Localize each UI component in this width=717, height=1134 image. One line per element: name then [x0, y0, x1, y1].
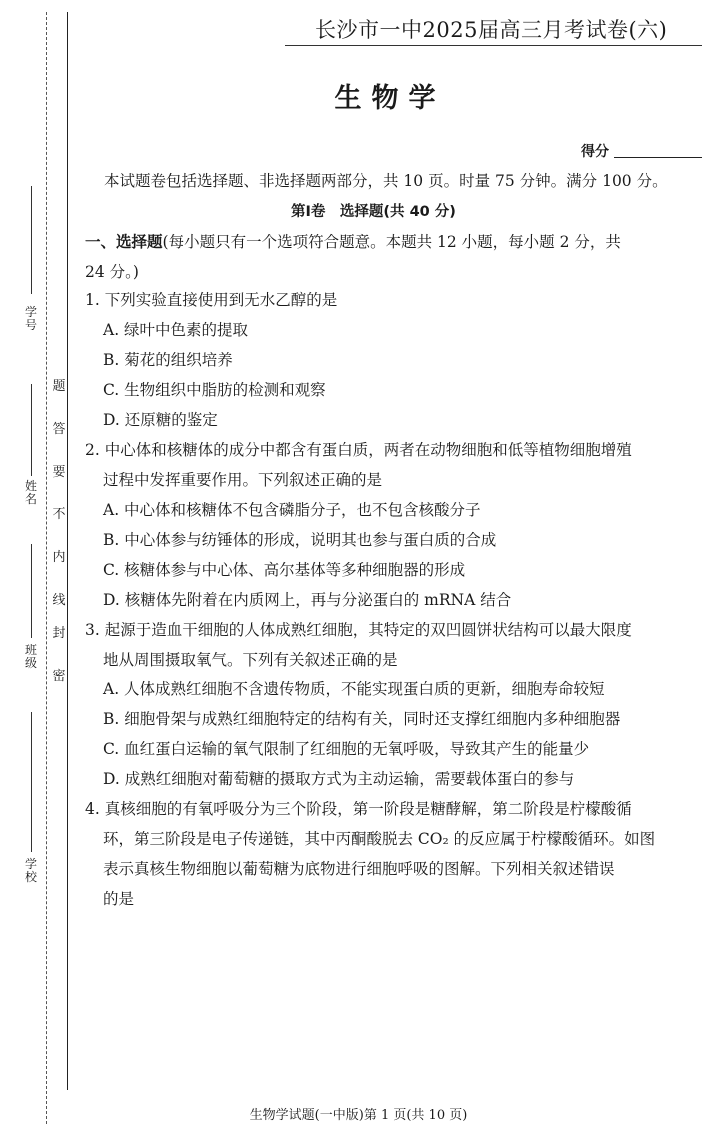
- class-label: 班 级: [24, 643, 37, 670]
- seal-char: 答: [52, 422, 66, 437]
- seal-char: 密: [52, 669, 66, 684]
- option-b: B. 细胞骨架与成熟红细胞特定的结构有关，同时还支撑红细胞内多种细胞器: [103, 710, 621, 728]
- header-rule: [285, 45, 702, 46]
- question-stem: 3. 起源于造血干细胞的人体成熟红细胞，其特定的双凹圆饼状结构可以最大限度: [85, 621, 632, 639]
- seal-char: 封: [52, 626, 66, 641]
- margin-rule: [67, 12, 68, 1090]
- option-a: A. 绿叶中色素的提取: [103, 321, 249, 339]
- option-c: C. 生物组织中脂肪的检测和观察: [103, 381, 326, 399]
- exam-title: 长沙市一中2025届高三月考试卷(六): [315, 18, 668, 42]
- seal-char: 要: [52, 465, 66, 480]
- option-d: D. 成熟红细胞对葡萄糖的摄取方式为主动运输，需要载体蛋白的参与: [103, 770, 575, 788]
- section-heading-line: [85, 232, 621, 252]
- option-d: D. 还原糖的鉴定: [103, 411, 218, 429]
- option-a: A. 人体成熟红细胞不含遗传物质，不能实现蛋白质的更新，细胞寿命较短: [103, 680, 605, 698]
- question-stem: 4. 真核细胞的有氧呼吸分为三个阶段，第一阶段是糖酵解，第二阶段是柠檬酸循: [85, 800, 632, 818]
- section-desc: (每小题只有一个选项符合题意。本题共 12 小题，每小题 2 分，共: [162, 233, 621, 251]
- option-b: B. 中心体参与纺锤体的形成，说明其也参与蛋白质的合成: [103, 531, 497, 549]
- question-stem: 过程中发挥重要作用。下列叙述正确的是: [103, 471, 383, 489]
- page-footer: 生物学试题(一中版)第 1 页(共 10 页): [249, 1108, 468, 1123]
- student-id-line: [31, 186, 32, 294]
- student-id-label: 学 号: [24, 305, 37, 332]
- question-stem: 环，第三阶段是电子传递链，其中丙酮酸脱去 CO₂ 的反应属于柠檬酸循环。如图: [103, 830, 656, 848]
- name-label: 姓 名: [24, 479, 37, 506]
- instructions: 本试题卷包括选择题、非选择题两部分，共 10 页。时量 75 分钟。满分 100 分。: [104, 172, 668, 190]
- option-c: C. 血红蛋白运输的氧气限制了红细胞的无氧呼吸，导致其产生的能量少: [103, 740, 590, 758]
- section-heading: 一、选择题: [85, 233, 163, 251]
- seal-char: 不: [52, 507, 66, 522]
- binding-dashed-line: [46, 12, 47, 1124]
- question-stem: 2. 中心体和核糖体的成分中都含有蛋白质，两者在动物细胞和低等植物细胞增殖: [85, 441, 632, 459]
- option-d: D. 核糖体先附着在内质网上，再与分泌蛋白的 mRNA 结合: [103, 591, 512, 609]
- question-stem: 表示真核生物细胞以葡萄糖为底物进行细胞呼吸的图解。下列相关叙述错误: [103, 860, 615, 878]
- score-label: 得分: [581, 144, 609, 160]
- question-stem: 地从周围摄取氧气。下列有关叙述正确的是: [103, 651, 398, 669]
- subject-title: 生物学: [334, 83, 446, 114]
- seal-char: 内: [52, 550, 66, 565]
- option-c: C. 核糖体参与中心体、高尔基体等多种细胞器的形成: [103, 561, 466, 579]
- section-desc-cont: 24 分。): [85, 263, 139, 281]
- option-b: B. 菊花的组织培养: [103, 351, 233, 369]
- option-a: A. 中心体和核糖体不包含磷脂分子，也不包含核酸分子: [103, 501, 481, 519]
- class-line: [31, 544, 32, 638]
- seal-char: 题: [52, 379, 66, 394]
- name-line: [31, 384, 32, 476]
- question-stem: 的是: [103, 890, 135, 908]
- part-title: 第Ⅰ卷 选择题(共 40 分): [291, 204, 456, 220]
- school-label: 学 校: [24, 857, 37, 884]
- school-line: [31, 712, 32, 852]
- seal-char: 线: [52, 593, 66, 608]
- question-stem: 1. 下列实验直接使用到无水乙醇的是: [85, 291, 338, 309]
- score-blank: [614, 157, 702, 158]
